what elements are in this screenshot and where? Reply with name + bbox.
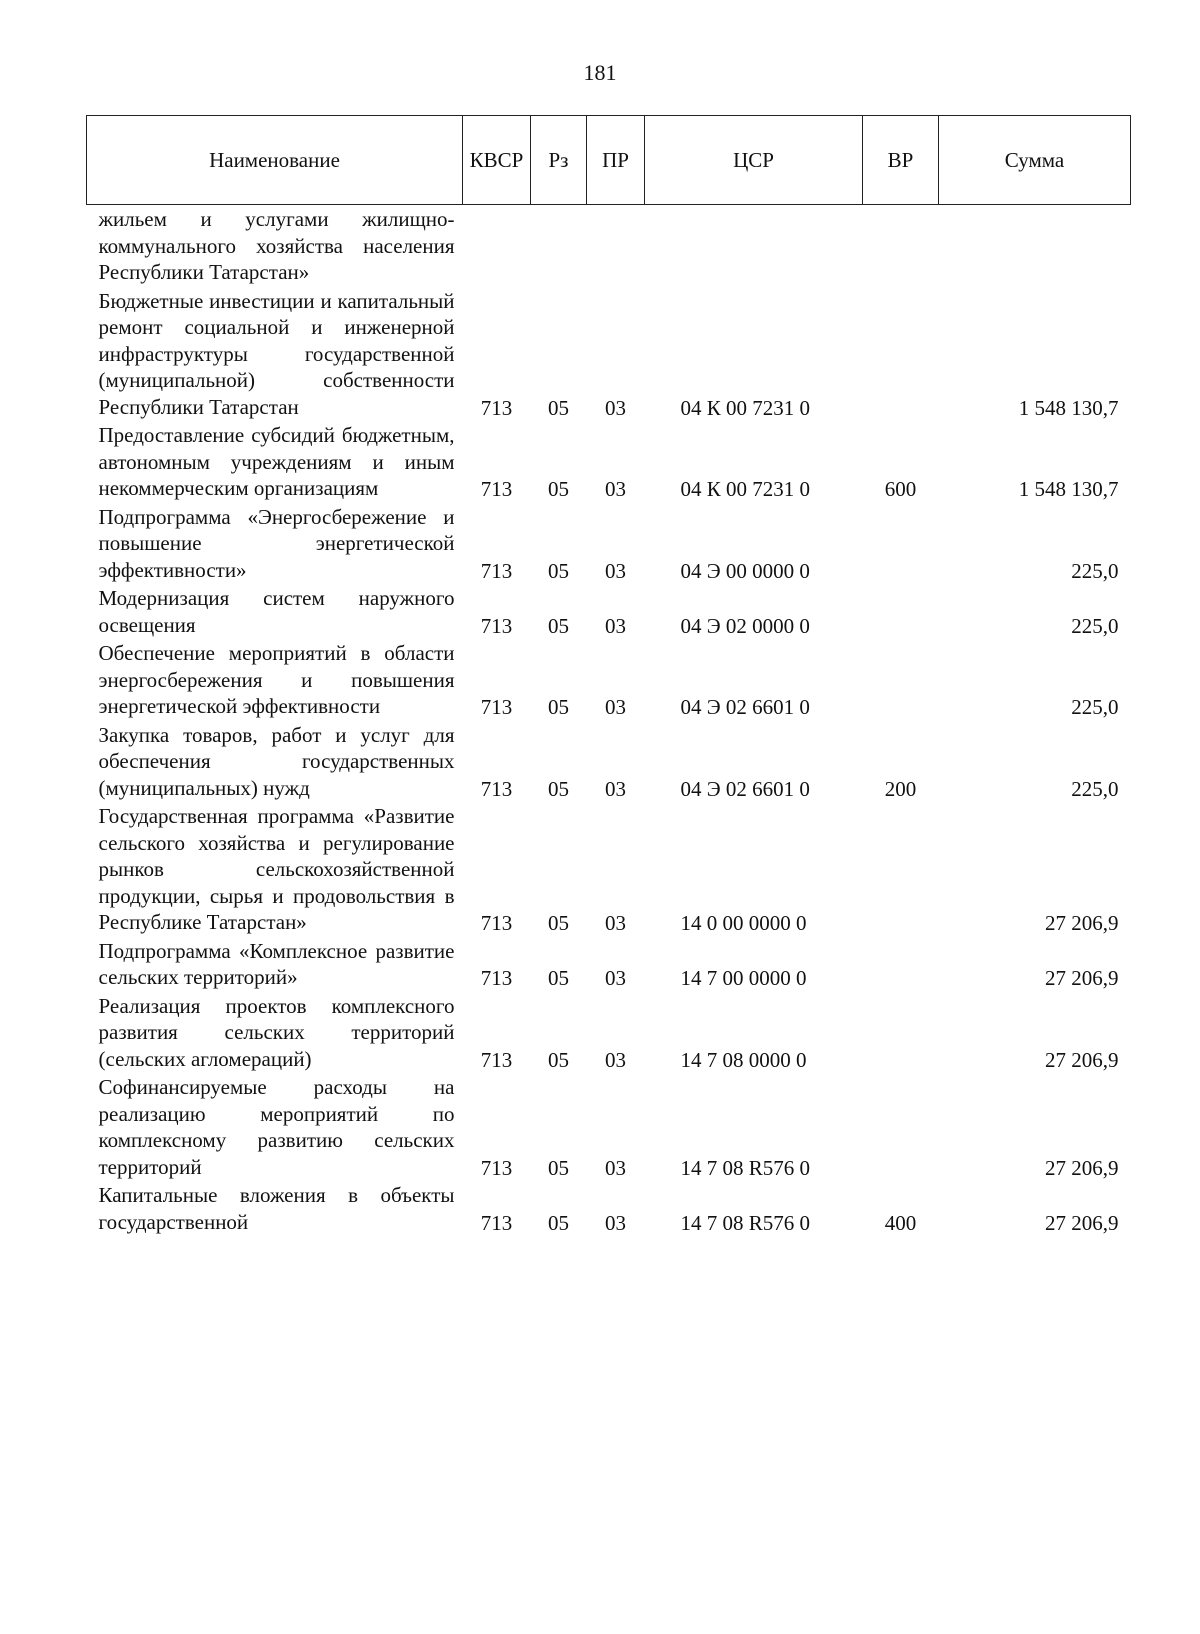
cell-rz: [531, 205, 587, 287]
cell-pr: 03: [605, 1155, 626, 1180]
cell-csr: 14 0 00 0000 0: [680, 911, 807, 935]
cell-kvsr: 713: [480, 613, 513, 638]
cell-vr: 200: [884, 776, 917, 801]
table-row: [87, 503, 1131, 585]
cell-vr: [863, 205, 939, 287]
cell-name: [87, 503, 463, 585]
cell-name: [87, 287, 463, 422]
cell-kvsr: [463, 205, 531, 287]
cell-vr: [863, 584, 939, 639]
cell-kvsr: 713: [480, 477, 513, 501]
cell-csr: 14 7 08 R576 0: [680, 1155, 811, 1180]
cell-sum: 1 548 130,7: [1018, 395, 1119, 420]
cell-sum: 27 206,9: [1045, 1210, 1119, 1235]
table-header: [87, 116, 1131, 205]
table-row: [87, 992, 1131, 1074]
table-row: [87, 721, 1131, 803]
cell-csr: 14 7 08 R576 0: [680, 1210, 811, 1235]
cell-rz: 05: [548, 477, 569, 501]
cell-name: [87, 639, 463, 721]
cell-kvsr: 713: [480, 1047, 513, 1072]
row-name-text: Предоставление субсидий бюджетным, автономным учреждениям и иным некоммерческим организациям: [98, 423, 455, 500]
cell-pr: 03: [605, 477, 626, 501]
cell-vr: 400: [884, 1210, 917, 1235]
cell-kvsr: 713: [480, 695, 513, 719]
cell-pr: [587, 205, 645, 287]
cell-csr: 04 Э 02 6601 0: [680, 776, 810, 801]
header-pr: ПР: [587, 116, 645, 205]
cell-pr: 03: [605, 776, 626, 801]
cell-sum: 27 206,9: [1045, 1047, 1119, 1072]
cell-sum: 27 206,9: [1045, 911, 1119, 935]
cell-name: [87, 802, 463, 937]
table-row: [87, 1073, 1131, 1181]
cell-sum: 225,0: [1071, 613, 1119, 638]
row-name-text: Модернизация систем наружного освещения: [98, 586, 455, 637]
cell-vr: [863, 503, 939, 585]
header-csr: ЦСР: [645, 116, 863, 205]
cell-name: [87, 584, 463, 639]
cell-csr: 14 7 00 0000 0: [680, 966, 807, 990]
cell-kvsr: 713: [480, 966, 513, 990]
row-name-text: Обеспечение мероприятий в области энергосбережения и повышения энергетической эффективности: [98, 641, 455, 718]
budget-table: [86, 115, 1131, 1236]
cell-kvsr: 713: [480, 1210, 513, 1235]
cell-pr: 03: [605, 613, 626, 638]
cell-csr: [645, 205, 863, 287]
cell-pr: 03: [605, 1047, 626, 1072]
table-row: [87, 287, 1131, 422]
table-row: [87, 205, 1131, 287]
cell-vr: [863, 802, 939, 937]
cell-sum: 225,0: [1071, 776, 1119, 801]
cell-sum: 27 206,9: [1045, 966, 1119, 990]
cell-csr: 04 Э 00 0000 0: [680, 558, 810, 583]
cell-rz: 05: [548, 695, 569, 719]
table-row: [87, 802, 1131, 937]
cell-csr: 04 К 00 7231 0: [680, 395, 811, 420]
cell-rz: 05: [548, 613, 569, 638]
cell-vr: [863, 937, 939, 992]
cell-name: [87, 721, 463, 803]
row-name-text: Подпрограмма «Энергосбережение и повышение энергетической эффективности»: [98, 504, 455, 582]
table-row: [87, 421, 1131, 503]
cell-name: [87, 1073, 463, 1181]
cell-pr: 03: [605, 695, 626, 719]
cell-kvsr: 713: [480, 558, 513, 583]
table-body: [87, 205, 1131, 1237]
table-row: [87, 1181, 1131, 1236]
cell-sum: 27 206,9: [1045, 1155, 1119, 1180]
cell-kvsr: 713: [480, 911, 513, 935]
cell-pr: 03: [605, 558, 626, 583]
row-name-text: Софинансируемые расходы на реализацию мероприятий по комплексному развитию сельских территорий: [98, 1075, 455, 1179]
cell-sum: 1 548 130,7: [1018, 477, 1119, 501]
page-number: 181: [583, 60, 617, 85]
cell-rz: 05: [548, 1047, 569, 1072]
row-name-text: Закупка товаров, работ и услуг для обеспечения государственных (муниципальных) нужд: [98, 722, 455, 800]
cell-vr: [863, 992, 939, 1074]
cell-pr: 03: [605, 1210, 626, 1235]
cell-rz: 05: [548, 558, 569, 583]
cell-rz: 05: [548, 1155, 569, 1180]
row-name-text: Реализация проектов комплексного развития сельских территорий (сельских агломераций): [98, 993, 455, 1071]
cell-pr: 03: [605, 911, 626, 935]
header-rz: Рз: [531, 116, 587, 205]
cell-name: [87, 992, 463, 1074]
cell-name: [87, 421, 463, 503]
cell-pr: 03: [605, 395, 626, 420]
cell-name: [87, 937, 463, 992]
row-name-text: Капитальные вложения в объекты государственной: [98, 1183, 455, 1234]
cell-csr: 04 Э 02 0000 0: [680, 613, 810, 638]
cell-vr: [863, 1073, 939, 1181]
header-vr: ВР: [863, 116, 939, 205]
row-name-text: Подпрограмма «Комплексное развитие сельских территорий»: [98, 938, 455, 989]
cell-csr: 14 7 08 0000 0: [680, 1047, 807, 1072]
cell-name: [87, 205, 463, 287]
row-name-text: Государственная программа «Развитие сельского хозяйства и регулирование рынков сельскохозяйственной продукции, сырья и продовольствия в Республике Татарстан»: [98, 804, 455, 934]
cell-csr: 04 Э 02 6601 0: [680, 695, 810, 719]
cell-sum: 225,0: [1071, 558, 1119, 583]
cell-rz: 05: [548, 966, 569, 990]
row-name-text: Бюджетные инвестиции и капитальный ремонт социальной и инженерной инфраструктуры государственной (муниципальной) собственности Республики Татарстан: [98, 288, 455, 419]
cell-vr: [863, 287, 939, 422]
cell-name: [87, 1181, 463, 1236]
table-row: [87, 639, 1131, 721]
row-name-text: жильем и услугами жилищно-коммунального хозяйства населения Республики Татарстан»: [98, 207, 455, 284]
cell-pr: 03: [605, 966, 626, 990]
table-row: [87, 937, 1131, 992]
table-row: [87, 584, 1131, 639]
cell-csr: 04 К 00 7231 0: [680, 477, 811, 501]
cell-vr: [863, 639, 939, 721]
header-name: Наименование: [87, 116, 463, 205]
cell-kvsr: 713: [480, 776, 513, 801]
cell-kvsr: 713: [480, 1155, 513, 1180]
header-sum: Сумма: [939, 116, 1131, 205]
cell-kvsr: 713: [480, 395, 513, 420]
cell-sum: 225,0: [1071, 695, 1119, 719]
cell-sum: [939, 205, 1131, 287]
cell-rz: 05: [548, 1210, 569, 1235]
cell-rz: 05: [548, 395, 569, 420]
cell-rz: 05: [548, 911, 569, 935]
cell-rz: 05: [548, 776, 569, 801]
cell-vr: 600: [884, 477, 917, 501]
header-kvsr: КВСР: [463, 116, 531, 205]
